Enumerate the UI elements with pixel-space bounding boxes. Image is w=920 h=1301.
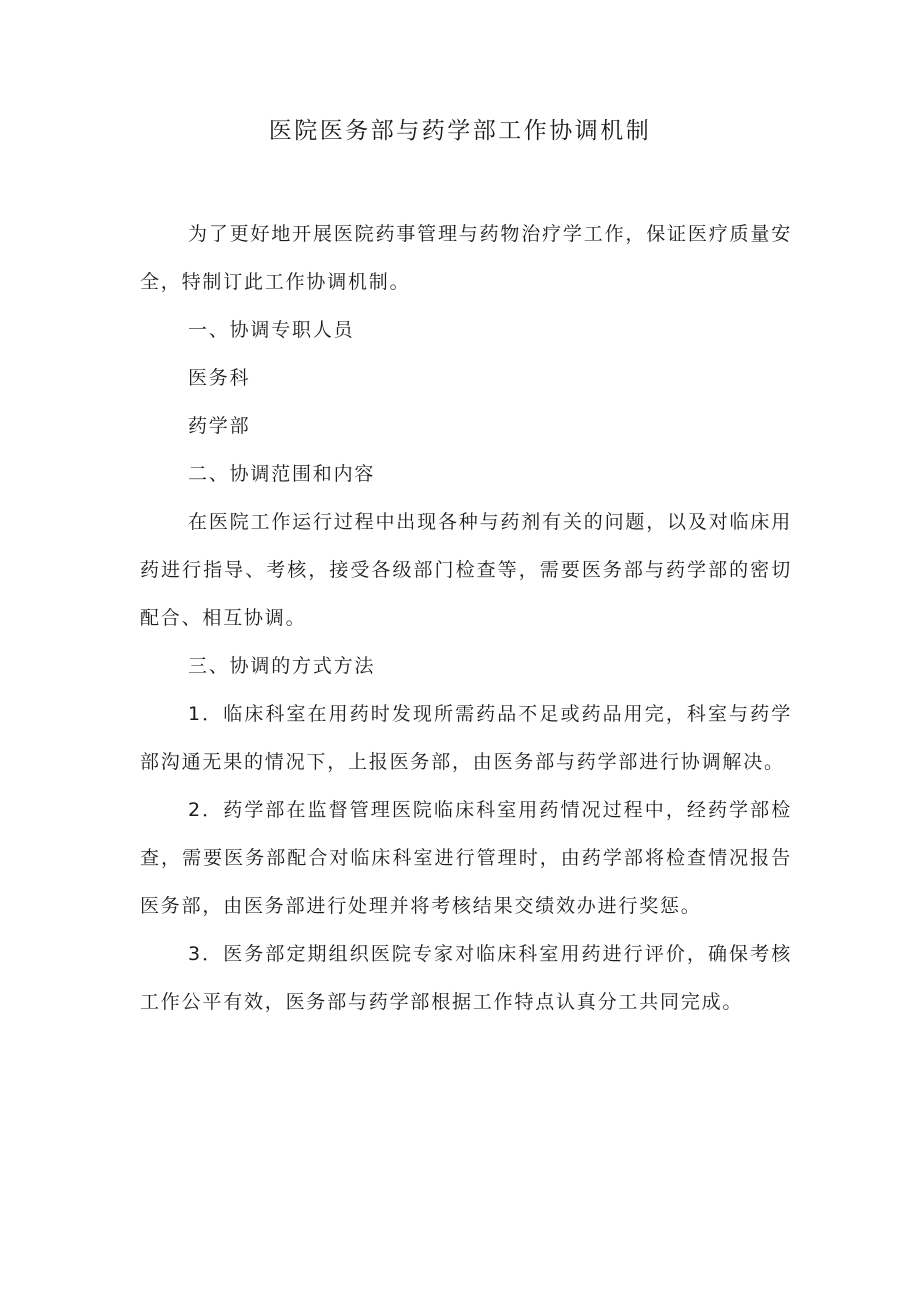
list-item-medical-affairs: 医务科 bbox=[188, 367, 251, 389]
section-heading-1: 一、协调专职人员 bbox=[188, 319, 355, 341]
paragraph-method-2: 2．药学部在监督管理医院临床科室用药情况过程中，经药学部检查，需要医务部配合对临床科室进行管理时，由药学部将检查情况报告医务部，由医务部进行处理并将考核结果交绩效办进行奖惩。 bbox=[140, 799, 792, 917]
list-item-pharmacy: 药学部 bbox=[188, 415, 251, 437]
section-heading-2: 二、协调范围和内容 bbox=[188, 463, 376, 485]
section-heading-3: 三、协调的方式方法 bbox=[188, 655, 376, 677]
paragraph-scope: 在医院工作运行过程中出现各种与药剂有关的问题，以及对临床用药进行指导、考核，接受各级部门检查等，需要医务部与药学部的密切配合、相互协调。 bbox=[140, 511, 792, 629]
paragraph-method-3: 3．医务部定期组织医院专家对临床科室用药进行评价，确保考核工作公平有效，医务部与药学部根据工作特点认真分工共同完成。 bbox=[140, 943, 792, 1013]
document-body bbox=[140, 210, 792, 1026]
document-title: 医院医务部与药学部工作协调机制 bbox=[268, 118, 652, 144]
paragraph-intro: 为了更好地开展医院药事管理与药物治疗学工作，保证医疗质量安全，特制订此工作协调机制。 bbox=[140, 223, 792, 293]
paragraph-method-1: 1．临床科室在用药时发现所需药品不足或药品用完，科室与药学部沟通无果的情况下，上报医务部，由医务部与药学部进行协调解决。 bbox=[140, 703, 792, 773]
